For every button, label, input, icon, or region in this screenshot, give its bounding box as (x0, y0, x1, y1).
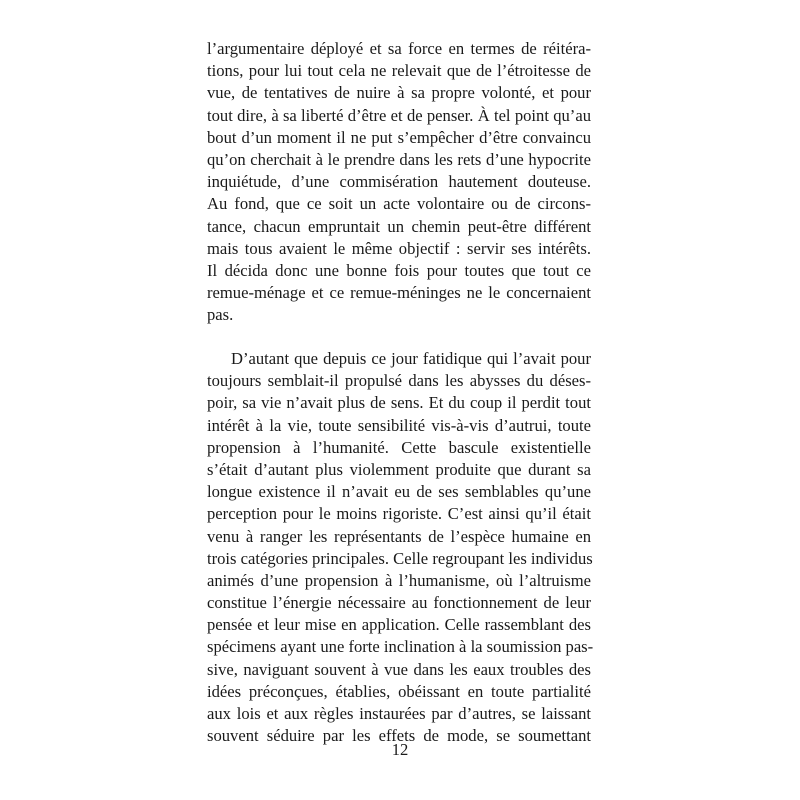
text-line: propension à l’humanité. Cette bascule existentielle (207, 437, 591, 457)
text-line: intérêt à la vie, toute sensibilité vis-à-vis d’autrui, toute (207, 415, 591, 435)
text-line: pas. (207, 305, 234, 325)
text-line: animés d’une propension à l’humanisme, où l’altruisme (207, 570, 591, 590)
text-line: pensée et leur mise en application. Celle rassemblant des (207, 615, 591, 635)
text-line: vue, de tentatives de nuire à sa propre volonté, et pour (207, 83, 591, 103)
text-line: constitue l’énergie nécessaire au fonctionnement de leur (207, 593, 591, 613)
text-line: venu à ranger les représentants de l’espèce humaine en (207, 526, 591, 546)
text-line: longue existence il n’avait eu de ses semblables qu’une (207, 482, 591, 502)
text-line: s’était d’autant plus violemment produite que durant sa (207, 459, 591, 479)
text-line: Il décida donc une bonne fois pour toutes que tout ce (207, 260, 591, 280)
text-line: spécimens ayant une forte inclination à la soumission pas- (207, 637, 594, 657)
page-number: 12 (391, 740, 409, 759)
text-line: aux lois et aux règles instaurées par d’autres, se laissant (207, 704, 591, 723)
text-line: l’argumentaire déployé et sa force en termes de réitéra- (207, 39, 591, 58)
text-line: D’autant que depuis ce jour fatidique qui l’avait pour (231, 349, 591, 368)
text-line: souvent séduire par les effets de mode, se soumettant (207, 726, 591, 746)
text-line: qu’on cherchait à le prendre dans les rets d’une hypocrite (207, 149, 591, 169)
text-line: idées préconçues, établies, obéissant en toute partialité (207, 681, 591, 701)
text-line: inquiétude, d’une commisération hautement douteuse. (207, 172, 591, 192)
paragraph-1 (207, 38, 591, 326)
text-line: sive, naviguant souvent à vue dans les eaux troubles des (207, 659, 591, 679)
text-line: tout dire, à sa liberté d’être et de penser. À tel point qu’au (207, 105, 591, 125)
text-line: mais tous avaient le même objectif : servir ses intérêts. (207, 238, 591, 258)
text-line: perception pour le moins rigoriste. C’est ainsi qu’il était (207, 504, 591, 524)
paragraph-2 (207, 348, 594, 747)
text-line: tions, pour lui tout cela ne relevait que de l’étroitesse de (207, 61, 591, 81)
text-line: poir, sa vie n’avait plus de sens. Et du coup il perdit tout (207, 393, 591, 413)
text-line: trois catégories principales. Celle regroupant les individus (207, 548, 593, 568)
text-line: Au fond, que ce soit un acte volontaire ou de circons- (207, 194, 591, 214)
text-line: bout d’un moment il ne put s’empêcher d’être convaincu (207, 127, 591, 147)
text-line: remue-ménage et ce remue-méninges ne le concernaient (207, 283, 591, 303)
text-line: tance, chacun empruntait un chemin peut-être différent (207, 216, 591, 236)
text-line: toujours semblait-il propulsé dans les abysses du déses- (207, 371, 591, 391)
